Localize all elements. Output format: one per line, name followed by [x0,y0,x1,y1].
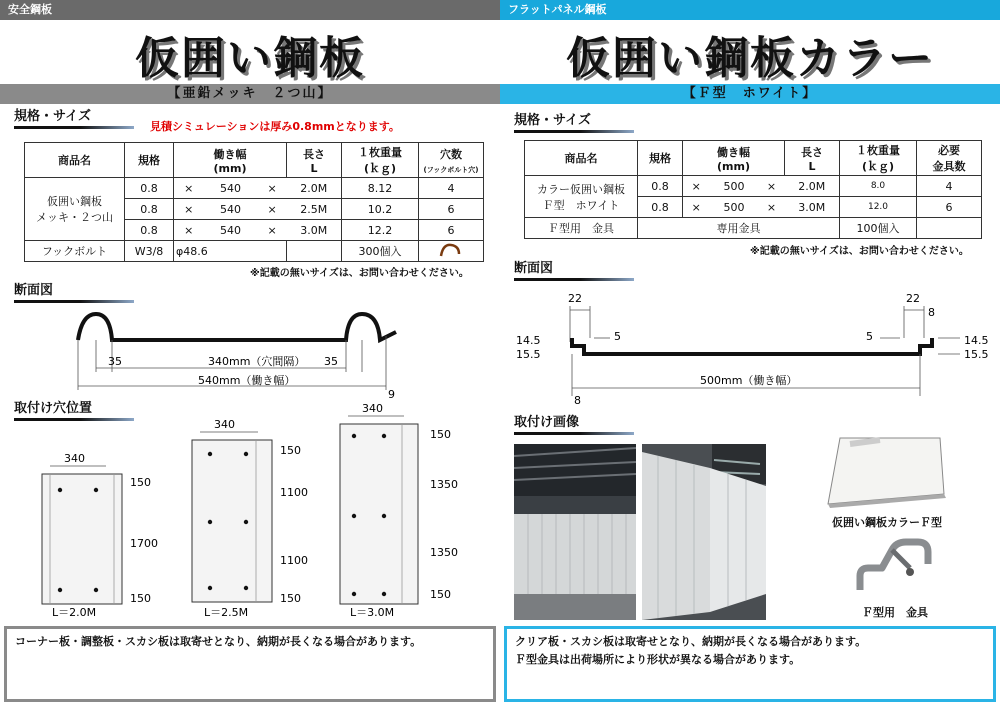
page-title: 仮囲い鋼板カラー [566,33,934,84]
panel-2-5m [184,416,324,618]
table-row: 仮囲い鋼板 メッキ・２つ山 0.8 × 540 × 2.0M 8.12 4 [25,178,484,199]
svg-text:340: 340 [64,452,85,465]
category-tag: 安全鋼板 [0,0,500,20]
dim-total: 540mm（働き幅） [198,374,296,387]
svg-text:14.5: 14.5 [964,334,989,347]
panel-2m [30,448,170,618]
caption-panel: 仮囲い鋼板カラーＦ型 [832,516,942,529]
svg-text:L＝2.5M: L＝2.5M [204,606,249,618]
footer-note: クリア板・スカシ板は取寄せとなり、納期が長くなる場合があります。 Ｆ型金具は出荷場所により形状が異なる場合があります。 [504,626,996,702]
table-note: ※記載の無いサイズは、お問い合わせください。 [250,268,469,279]
fitting-product-image [852,536,934,598]
svg-text:5: 5 [614,330,621,343]
svg-text:L＝2.0M: L＝2.0M [52,606,97,618]
svg-text:1350: 1350 [430,546,458,559]
spec-table [24,142,484,262]
section-heading: 断面図 [514,260,754,278]
svg-text:1100: 1100 [280,554,308,567]
svg-text:150: 150 [130,592,151,605]
svg-text:5: 5 [866,330,873,343]
dim-end: 9 [388,388,395,401]
header-weight: １枚重量 (ｋｇ) [342,143,419,178]
svg-text:15.5: 15.5 [964,348,989,361]
section-heading: 断面図 [14,282,254,300]
table-row-bolt: フックボルト W3/8 φ48.6 300個入 [25,241,484,262]
hook-icon [419,241,484,262]
dim-35-left: 35 [108,355,122,368]
right-panel [500,0,1000,708]
svg-text:150: 150 [280,444,301,457]
category-tag: フラットパネル鋼板 [500,0,1000,20]
dim-35-right: 35 [324,355,338,368]
svg-text:500mm（働き幅）: 500mm（働き幅） [700,374,798,387]
dim-pitch: 340mm（穴間隔） [208,355,306,368]
svg-text:L＝3.0M: L＝3.0M [350,606,395,618]
cross-section-diagram [60,308,420,404]
header-product: 商品名 [25,143,125,178]
spec-heading: 規格・サイズ [514,112,754,130]
svg-text:15.5: 15.5 [516,348,541,361]
table-note: ※記載の無いサイズは、お問い合わせください。 [750,246,969,257]
svg-text:22: 22 [568,292,582,305]
holes-heading: 取付け穴位置 [14,400,254,418]
svg-text:22: 22 [906,292,920,305]
header-length: 長さ L [287,143,342,178]
footer-note: コーナー板・調整板・スカシ板は取寄せとなり、納期が長くなる場合があります。 [4,626,496,702]
table-row: カラー仮囲い鋼板 Ｆ型 ホワイト 0.8 × 500 × 2.0M 8.0 4 [525,176,982,197]
svg-text:1700: 1700 [130,537,158,550]
installation-photo-2 [642,444,766,620]
svg-text:150: 150 [430,428,451,441]
spec-table: 商品名 規格 働き幅 (mm) 長さ L １枚重量 (ｋｇ) 必要 金具数 カラー仮囲い鋼板 Ｆ型 ホワイト 0.8 × 500 × 2.0M 8.0 4 0.8 × 500 × 3.0M 12.0 6 Ｆ型用 金具 専用金具 100個入 [524,140,982,239]
image-heading: 取付け画像 [514,414,754,432]
svg-text:14.5: 14.5 [516,334,541,347]
installation-photo-1 [514,444,636,620]
header-holes: 穴数 (フックボルト穴) [419,143,484,178]
panel-3m [334,400,484,618]
svg-text:1100: 1100 [280,486,308,499]
svg-text:150: 150 [130,476,151,489]
svg-text:1350: 1350 [430,478,458,491]
cross-section-diagram [514,286,994,410]
page-title: 仮囲い鋼板 [135,33,365,84]
svg-text:340: 340 [362,402,383,415]
header-width: 働き幅 (mm) [174,143,287,178]
caption-fitting: Ｆ型用 金具 [862,606,928,619]
svg-text:150: 150 [430,588,451,601]
simulation-note: 見積シミュレーションは厚み0.8mmとなります。 [150,120,400,133]
table-row: 0.8 × 540 × 2.5M 10.2 6 [25,199,484,220]
panel-product-image [820,434,950,510]
spec-heading: 規格・サイズ [14,108,254,126]
table-row-fitting: Ｆ型用 金具 専用金具 100個入 [525,218,982,239]
svg-text:340: 340 [214,418,235,431]
subtitle-bar: 【Ｆ型 ホワイト】 [500,84,1000,104]
header-spec: 規格 [125,143,174,178]
svg-text:150: 150 [280,592,301,605]
subtitle-bar: 【亜鉛メッキ ２つ山】 [0,84,500,104]
table-row: 0.8 × 540 × 3.0M 12.2 6 [25,220,484,241]
svg-text:8: 8 [928,306,935,319]
svg-text:8: 8 [574,394,581,407]
product-name: 仮囲い鋼板 メッキ・２つ山 [25,178,125,241]
table-row: 0.8 × 500 × 3.0M 12.0 6 [525,197,982,218]
